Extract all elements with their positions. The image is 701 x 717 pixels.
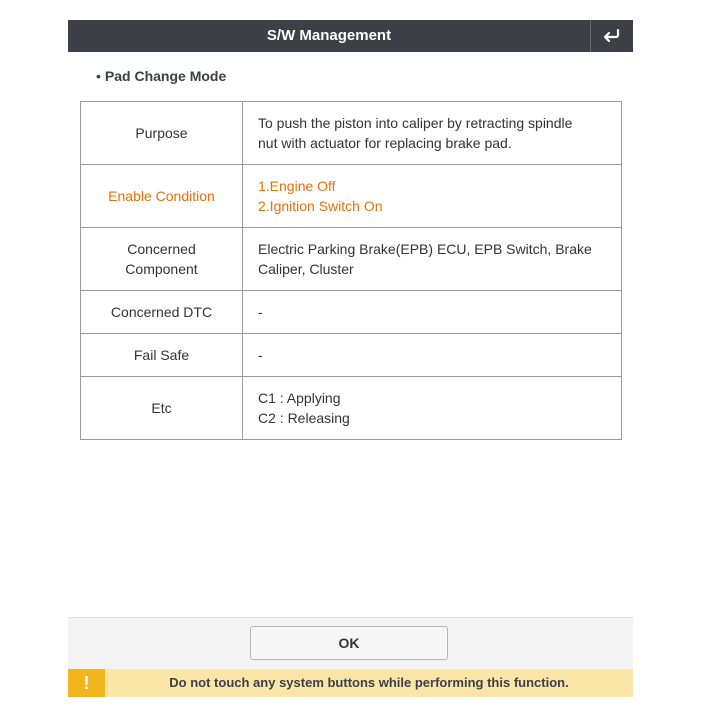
concerned-dtc-label: Concerned DTC xyxy=(81,291,243,334)
page-title: S/W Management xyxy=(266,27,392,44)
enable-condition-line-1: 1.Engine Off xyxy=(258,178,336,194)
fail-safe-label: Fail Safe xyxy=(81,334,243,377)
concerned-component-label-line-1: Concerned xyxy=(127,241,196,257)
table-row-etc xyxy=(81,377,622,440)
purpose-line-1: To push the piston into caliper by retracting spindle xyxy=(258,115,573,131)
etc-line-2: C2 : Releasing xyxy=(258,410,350,426)
concerned-dtc-value: - xyxy=(243,291,622,334)
title-bar xyxy=(68,20,633,52)
etc-line-1: C1 : Applying xyxy=(258,390,341,406)
enable-condition-label: Enable Condition xyxy=(81,165,243,228)
table-row-fail-safe xyxy=(81,334,622,377)
fail-safe-value: - xyxy=(243,334,622,377)
return-arrow-icon xyxy=(603,29,621,43)
etc-label: Etc xyxy=(81,377,243,440)
back-button[interactable] xyxy=(590,20,633,52)
purpose-label: Purpose xyxy=(81,102,243,165)
enable-condition-value xyxy=(243,165,622,228)
table-row-concerned-component xyxy=(81,228,622,291)
concerned-component-label-line-2: Component xyxy=(125,261,198,277)
section-title: Pad Change Mode xyxy=(104,68,227,84)
table-row-enable-condition xyxy=(81,165,622,228)
concerned-component-line-2: Caliper, Cluster xyxy=(258,261,354,277)
purpose-line-2: nut with actuator for replacing brake pad. xyxy=(258,135,512,151)
warning-message: Do not touch any system buttons while performing this function. xyxy=(169,675,569,690)
warning-notice xyxy=(68,669,633,697)
etc-value xyxy=(243,377,622,440)
section-heading xyxy=(96,68,226,84)
concerned-component-value xyxy=(243,228,622,291)
warning-icon: ! xyxy=(68,669,105,697)
concerned-component-line-1: Electric Parking Brake(EPB) ECU, EPB Switch, Brake xyxy=(258,241,592,257)
sw-management-dialog xyxy=(68,20,633,697)
mode-info-table xyxy=(80,101,622,440)
purpose-value xyxy=(243,102,622,165)
table-row-purpose xyxy=(81,102,622,165)
enable-condition-line-2: 2.Ignition Switch On xyxy=(258,198,383,214)
dialog-footer xyxy=(68,617,633,670)
bullet: • xyxy=(96,68,101,84)
ok-button[interactable]: OK xyxy=(250,626,448,660)
table-row-concerned-dtc xyxy=(81,291,622,334)
concerned-component-label xyxy=(81,228,243,291)
